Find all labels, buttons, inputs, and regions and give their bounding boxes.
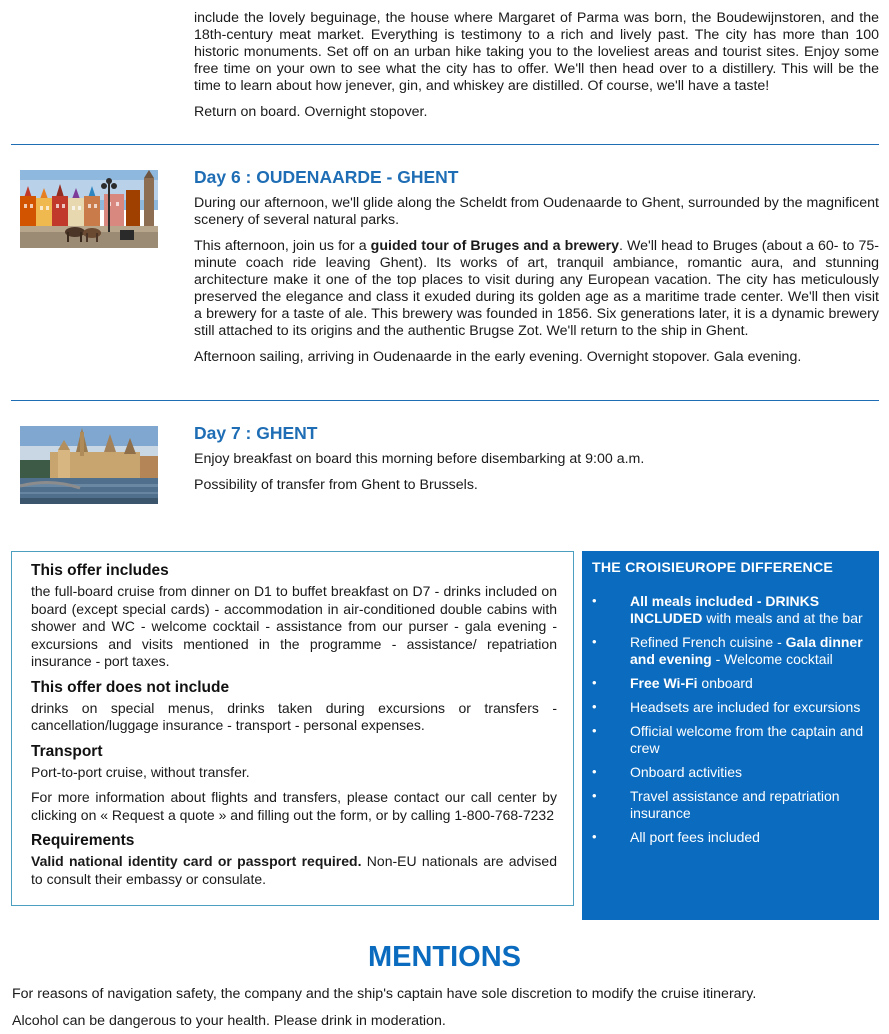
requirements-note: Non-EU nationals are advised to consult their embassy or consulate.: [31, 853, 557, 887]
bruges-market-square-image: [20, 170, 158, 248]
day7-paragraph-1: Enjoy breakfast on board this morning before disembarking at 9:00 a.m.: [194, 451, 645, 467]
bullet-icon: •: [592, 829, 597, 844]
list-item-text: Official welcome from the captain and crew: [630, 723, 864, 756]
bullet-icon: •: [592, 675, 597, 690]
difference-title: THE CROISIEUROPE DIFFERENCE: [592, 560, 834, 576]
list-item-text: with meals and at the bar: [702, 610, 863, 626]
day7-title: Day 7 : GHENT: [194, 423, 318, 443]
difference-panel: [582, 551, 879, 920]
transport-more-info: For more information about flights and transfers, please contact our call center by clicking on « Request a quote » and filling out the form, or by calling 1-800-768-7232: [31, 789, 557, 823]
mentions-title: MENTIONS: [367, 941, 522, 973]
includes-text: the full-board cruise from dinner on D1 to buffet breakfast on D7 - drinks included on board (except special cards) - accommodation in air-conditioned double cabins with shower and WC - welcome cocktail - assistance from our purser - gala evening - excursions and visits mentioned in the programme - assistance/ repatriation insurance - port taxes.: [31, 583, 557, 669]
divider: [11, 400, 879, 401]
requirements-heading: Requirements: [31, 832, 135, 849]
bullet-icon: •: [592, 764, 597, 779]
mentions-line-1: For reasons of navigation safety, the company and the ship's captain have sole discretion to modify the cruise itinerary.: [12, 986, 757, 1002]
day7-section: [194, 423, 879, 503]
day6-p2-intro: This afternoon, join us for a: [194, 238, 371, 254]
list-item-highlight: Free Wi-Fi: [630, 675, 698, 691]
transport-text: Port-to-port cruise, without transfer.: [31, 763, 250, 780]
bullet-icon: •: [592, 634, 597, 649]
list-item-highlight: All meals included - DRINKS INCLUDED: [630, 593, 820, 626]
list-item-text: All port fees included: [630, 829, 760, 845]
list-item: [582, 634, 879, 668]
divider: [11, 144, 879, 145]
requirements-highlight: Valid national identity card or passport required.: [31, 853, 362, 869]
list-item-text: Headsets are included for excursions: [630, 699, 861, 715]
list-item: [582, 788, 879, 822]
includes-heading: This offer includes: [31, 562, 169, 579]
difference-list: [582, 593, 879, 853]
offer-box: [11, 551, 574, 906]
list-item-text: Refined French cuisine -: [630, 634, 786, 650]
intro-paragraph: include the lovely beguinage, the house where Margaret of Parma was born, the Boudewijnstoren, and the 18th-century meat market. Everything is testimony to a rich and lively past. The city has more than 100 historic monuments. Set off on an urban hike taking you to the loveliest areas and tourist sites. Enjoy some free time on your own to see what the city has to offer. We'll then head over to a distillery. This will be the time to learn about how jenever, gin, and whiskey are distilled. Of course, we'll have a taste!: [194, 10, 879, 94]
day6-p2-body: . We'll head to Bruges (about a 60- to 75-minute coach ride leaving Ghent). Its works of art, tranquil ambiance, romantic aura, and stunning architecture make it one of the top places to visit during any European vacation. The city has meticulously preserved the elegance and class it exuded during its golden age as a maritime trade center. We'll then visit a brewery for a taste of ale. This brewery was founded in 1856. Six generations later, it is a dynamic brewery still attached to its origins and the authentic Brugse Zot. We'll return to the ship in Ghent.: [194, 238, 879, 339]
list-item: [582, 829, 879, 846]
requirements-text: [31, 853, 557, 888]
bullet-icon: •: [592, 699, 597, 714]
list-item: [582, 723, 879, 757]
list-item: [582, 593, 879, 627]
list-item: [582, 675, 879, 692]
ghent-waterfront-image: [20, 426, 158, 504]
excludes-heading: This offer does not include: [31, 678, 230, 696]
list-item: [582, 764, 879, 781]
list-item: [582, 699, 879, 716]
list-item-highlight: Gala dinner and evening: [630, 634, 863, 667]
day7-paragraph-2: Possibility of transfer from Ghent to Brussels.: [194, 477, 478, 493]
intro-closing: Return on board. Overnight stopover.: [194, 104, 428, 120]
bullet-icon: •: [592, 723, 597, 738]
transport-heading: Transport: [31, 742, 103, 760]
list-item-text: - Welcome cocktail: [711, 651, 833, 667]
day6-photo: [20, 170, 158, 248]
excludes-text: drinks on special menus, drinks taken during excursions or transfers - cancellation/luggage insurance - transport - personal expenses.: [31, 699, 557, 733]
bullet-icon: •: [592, 788, 597, 803]
list-item-text: Onboard activities: [630, 764, 743, 780]
mentions-line-2: Alcohol can be dangerous to your health. Please drink in moderation.: [12, 1013, 446, 1029]
day6-p2-highlight: guided tour of Bruges and a brewery: [370, 238, 620, 254]
day6-paragraph-1: During our afternoon, we'll glide along the Scheldt from Oudenaarde to Ghent, surrounded by the magnificent scenery of several natural parks.: [194, 195, 879, 228]
intro-section: [194, 10, 879, 130]
day6-section: [194, 167, 879, 375]
day6-title: Day 6 : OUDENAARDE - GHENT: [194, 167, 459, 187]
list-item-text: onboard: [697, 675, 753, 691]
day6-paragraph-3: Afternoon sailing, arriving in Oudenaarde in the early evening. Overnight stopover. Gala evening.: [194, 349, 802, 365]
day7-photo: [20, 426, 158, 504]
bullet-icon: •: [592, 593, 597, 608]
day6-paragraph-2: [194, 238, 879, 340]
list-item-text: Travel assistance and repatriation insurance: [630, 788, 840, 821]
